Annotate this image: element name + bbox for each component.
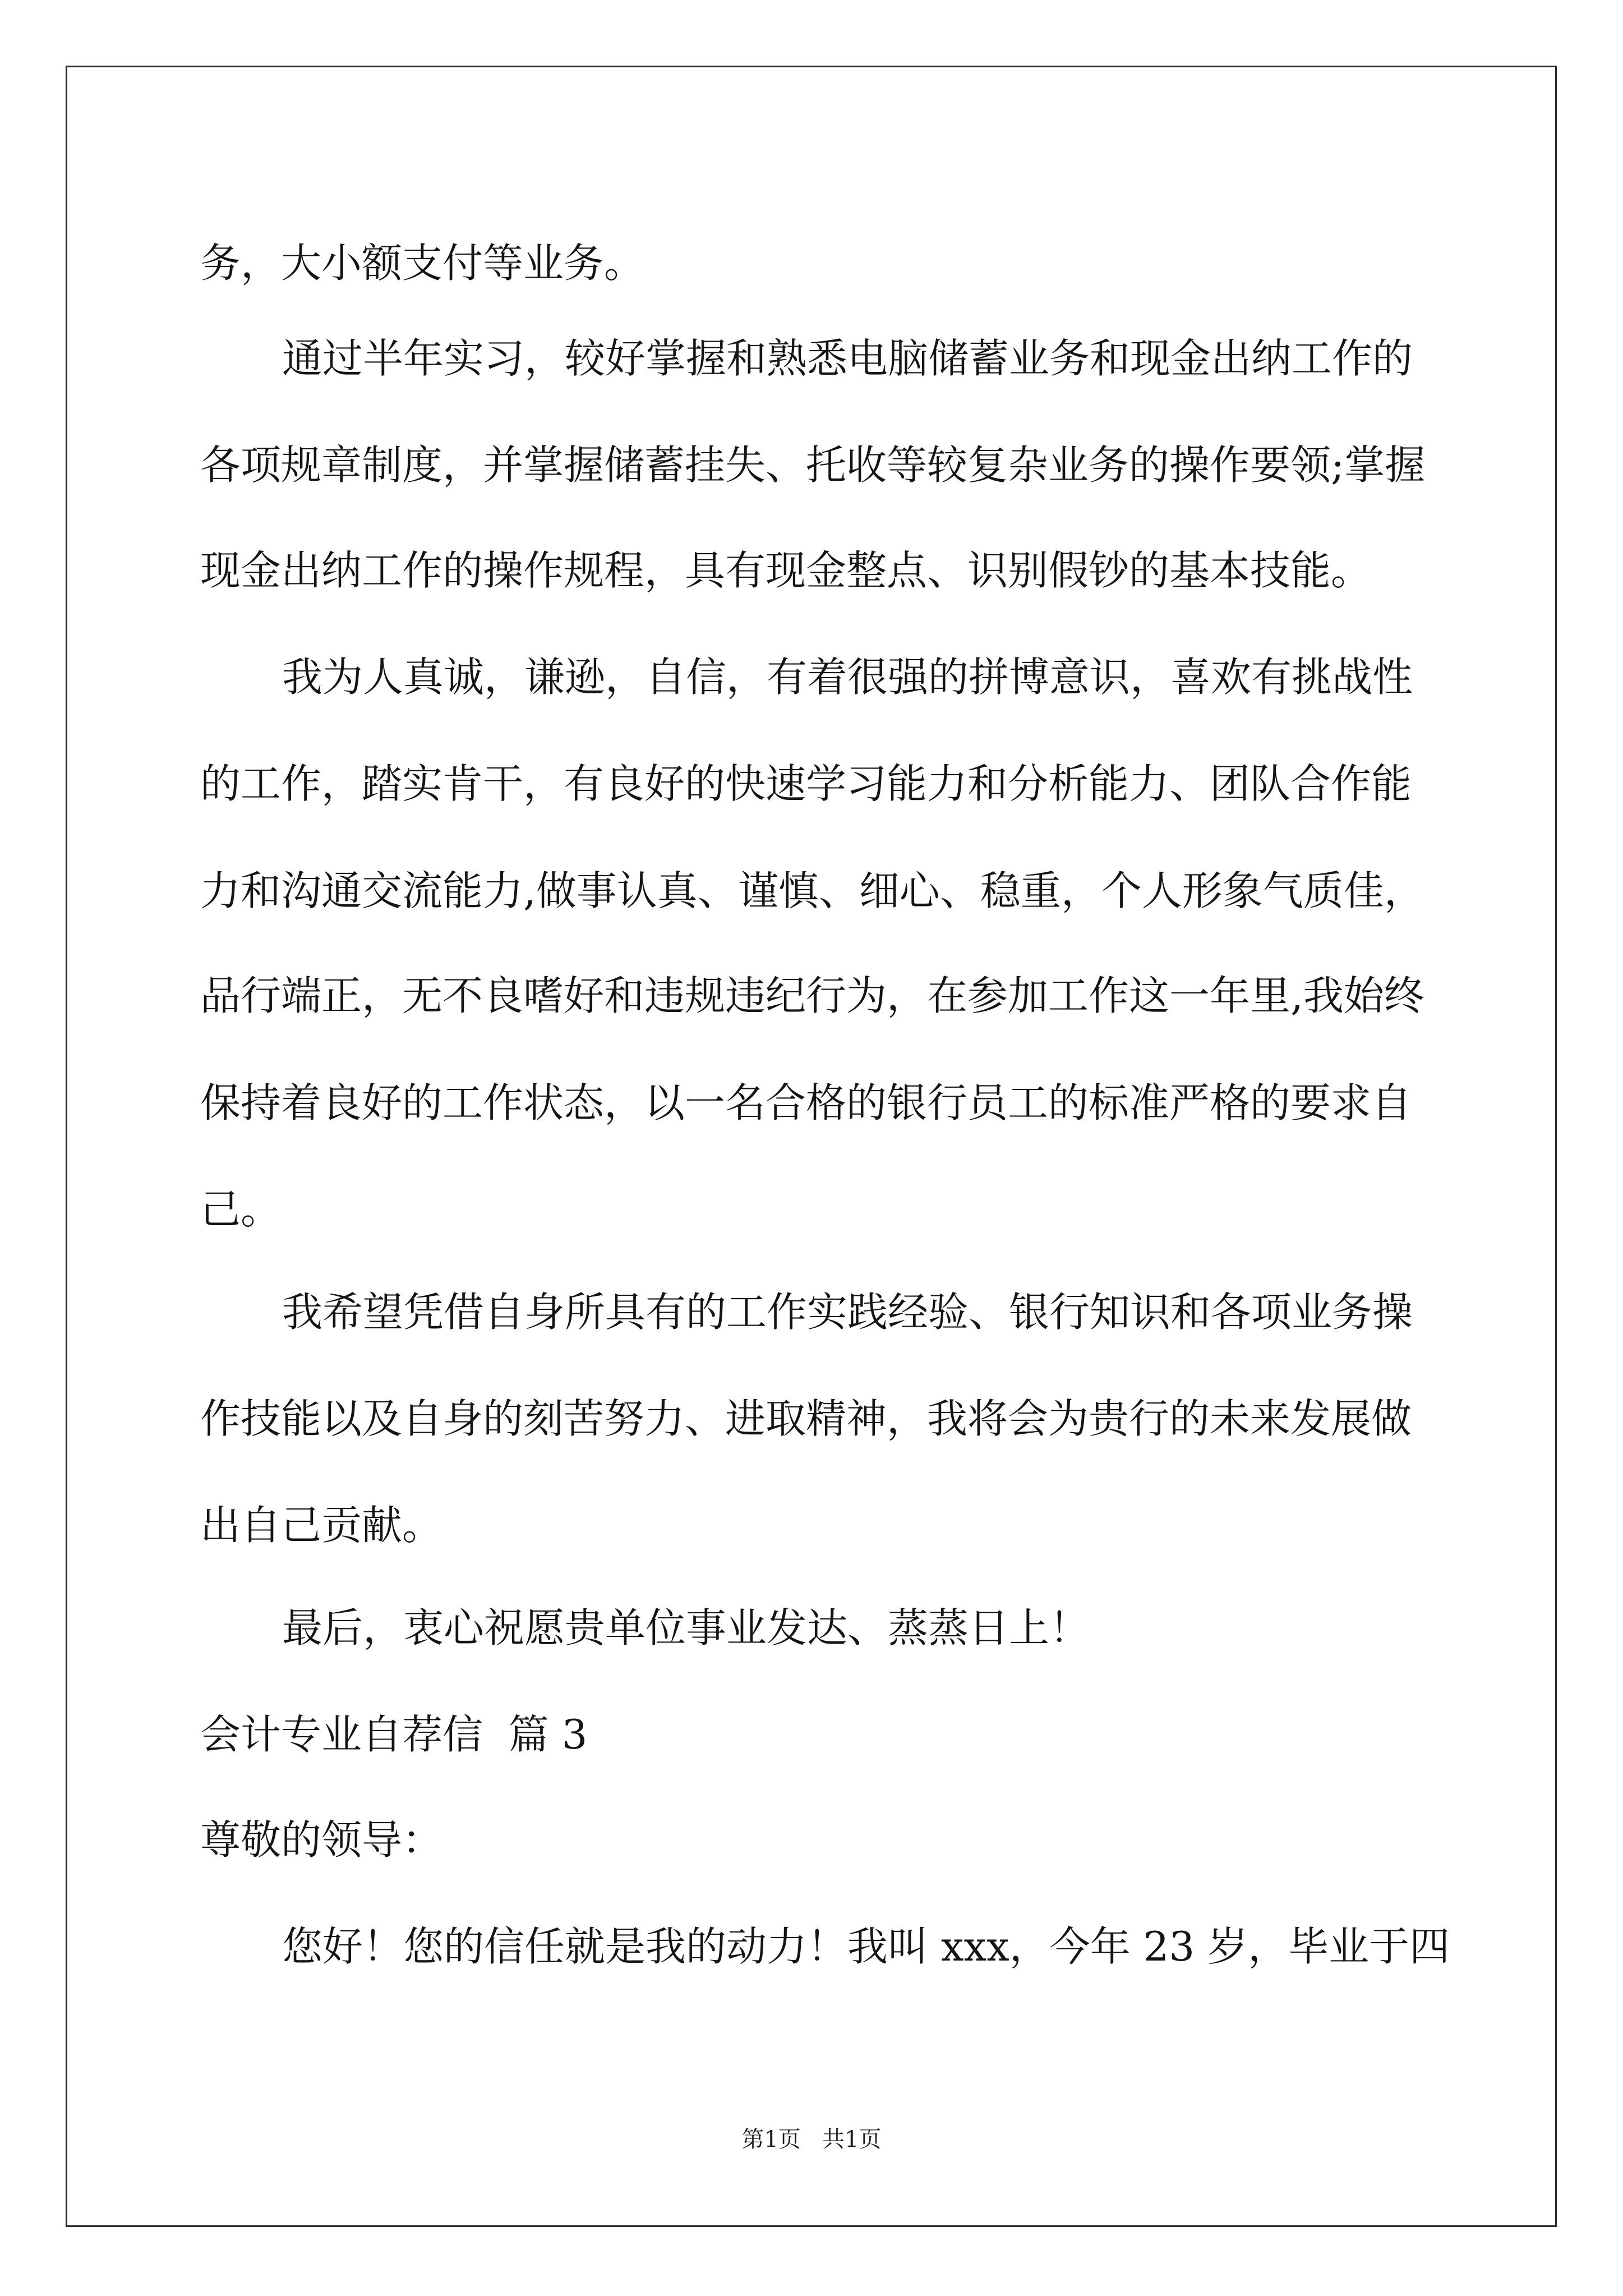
body-line: 作技能以及自身的刻苦努力、进取精神，我将会为贵行的未来发展做 xyxy=(200,1395,1412,1442)
paragraph-first-line: 通过半年实习，较好掌握和熟悉电脑储蓄业务和现金出纳工作的 xyxy=(282,335,1413,382)
paragraph-first-line: 我希望凭借自身所具有的工作实践经验、银行知识和各项业务操 xyxy=(282,1289,1413,1336)
body-line: 己。 xyxy=(200,1186,282,1233)
body-line: 现金出纳工作的操作规程，具有现金整点、识别假钞的基本技能。 xyxy=(200,547,1372,594)
page-border xyxy=(66,66,1557,2227)
body-line: 的工作，踏实肯干，有良好的快速学习能力和分析能力、团队合作能 xyxy=(200,760,1412,807)
opening-line: 您好！您的信任就是我的动力！我叫 xxx，今年 23 岁，毕业于四 xyxy=(282,1923,1450,1970)
paragraph-first-line: 我为人真诚，谦逊，自信，有着很强的拼博意识，喜欢有挑战性 xyxy=(282,654,1413,701)
body-line: 品行端正，无不良嗜好和违规违纪行为，在参加工作这一年里,我始终 xyxy=(200,972,1424,1019)
page-footer: 第1页 共1页 xyxy=(741,2127,882,2152)
body-line: 务，大小额支付等业务。 xyxy=(200,240,645,287)
body-line: 力和沟通交流能力,做事认真、谨慎、细心、稳重，个人形象气质佳， xyxy=(200,867,1424,914)
salutation: 尊敬的领导： xyxy=(200,1816,443,1864)
section-heading: 会计专业自荐信 篇 3 xyxy=(200,1711,588,1758)
body-line: 各项规章制度，并掌握储蓄挂失、托收等较复杂业务的操作要领;掌握 xyxy=(200,441,1426,489)
closing-wish: 最后，衷心祝愿贵单位事业发达、蒸蒸日上！ xyxy=(282,1604,1090,1651)
body-line: 出自己贡献。 xyxy=(200,1502,443,1549)
body-line: 保持着良好的工作状态，以一名合格的银行员工的标准严格的要求自 xyxy=(200,1079,1412,1126)
